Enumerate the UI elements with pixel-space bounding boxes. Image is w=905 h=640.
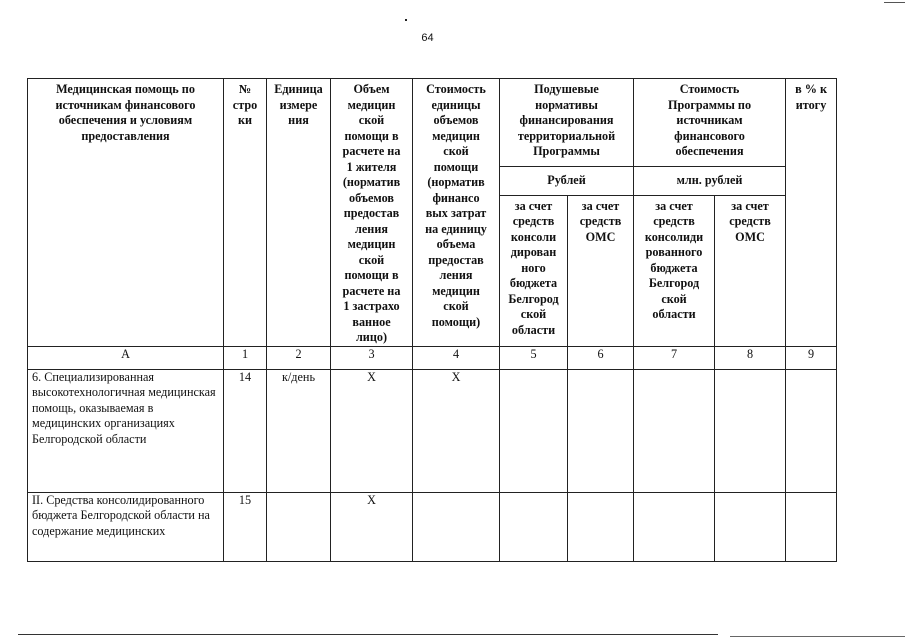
header-col-2: Единица измере ния (267, 79, 331, 347)
header-row-1 (28, 79, 837, 167)
row-col-3: Х (331, 492, 413, 561)
financing-table (27, 78, 837, 562)
num-cell: 7 (634, 346, 715, 369)
header-col-4: Стоимость единицы объемов медицин ской помощи (норматив финансо вых затрат на единицу объема предостав ления медицин ской помощи) (413, 79, 500, 347)
header-col-3: Объем медицин ской помощи в расчете на 1 жителя (норматив объемов предостав ления медицин ской помощи в расчете на 1 застрахо ванное лицо) (331, 79, 413, 347)
row-col-6 (568, 369, 634, 492)
row-col-9 (786, 492, 837, 561)
row-col-4 (413, 492, 500, 561)
header-col-8: за счет средств ОМС (715, 195, 786, 346)
row-col-7 (634, 369, 715, 492)
row-name: II. Средства консолидированного бюджета Белгородской области на содержание медицинских (28, 492, 224, 561)
row-col-9 (786, 369, 837, 492)
num-cell: 1 (224, 346, 267, 369)
scan-bottom-line (18, 634, 718, 635)
num-cell: 5 (500, 346, 568, 369)
page-number: 64 (421, 32, 434, 44)
header-col-9: в % к итогу (786, 79, 837, 347)
num-cell: 6 (568, 346, 634, 369)
table-row (28, 369, 837, 492)
scan-dot (405, 19, 407, 21)
row-col-5 (500, 369, 568, 492)
row-col-3: Х (331, 369, 413, 492)
numbering-row (28, 346, 837, 369)
row-col-4: Х (413, 369, 500, 492)
row-col-5 (500, 492, 568, 561)
row-col-8 (715, 369, 786, 492)
num-cell: 9 (786, 346, 837, 369)
header-unit-mln: млн. рублей (634, 167, 786, 195)
scan-bottom-line (730, 636, 905, 637)
num-cell: А (28, 346, 224, 369)
table-row (28, 492, 837, 561)
row-name: 6. Специализированная высокотехнологичная медицинская помощь, оказываемая в медицинских организациях Белгородской области (28, 369, 224, 492)
num-cell: 2 (267, 346, 331, 369)
row-col-6 (568, 492, 634, 561)
scan-edge-line (884, 2, 905, 3)
row-unit: к/день (267, 369, 331, 492)
header-group-cost: Стоимость Программы по источникам финансового обеспечения (634, 79, 786, 167)
num-cell: 8 (715, 346, 786, 369)
header-col-7: за счет средств консолиди рованного бюджета Белгород ской области (634, 195, 715, 346)
header-col-5: за счет средств консоли дирован ного бюджета Белгород ской области (500, 195, 568, 346)
header-unit-rub: Рублей (500, 167, 634, 195)
num-cell: 4 (413, 346, 500, 369)
header-group-per-capita: Подушевые нормативы финансирования территориальной Программы (500, 79, 634, 167)
header-col-6: за счет средств ОМС (568, 195, 634, 346)
header-col-a: Медицинская помощь по источникам финансового обеспечения и условиям предоставления (28, 79, 224, 347)
num-cell: 3 (331, 346, 413, 369)
row-col-8 (715, 492, 786, 561)
row-col-7 (634, 492, 715, 561)
row-line-number: 14 (224, 369, 267, 492)
row-unit (267, 492, 331, 561)
row-line-number: 15 (224, 492, 267, 561)
header-col-1: № стро ки (224, 79, 267, 347)
